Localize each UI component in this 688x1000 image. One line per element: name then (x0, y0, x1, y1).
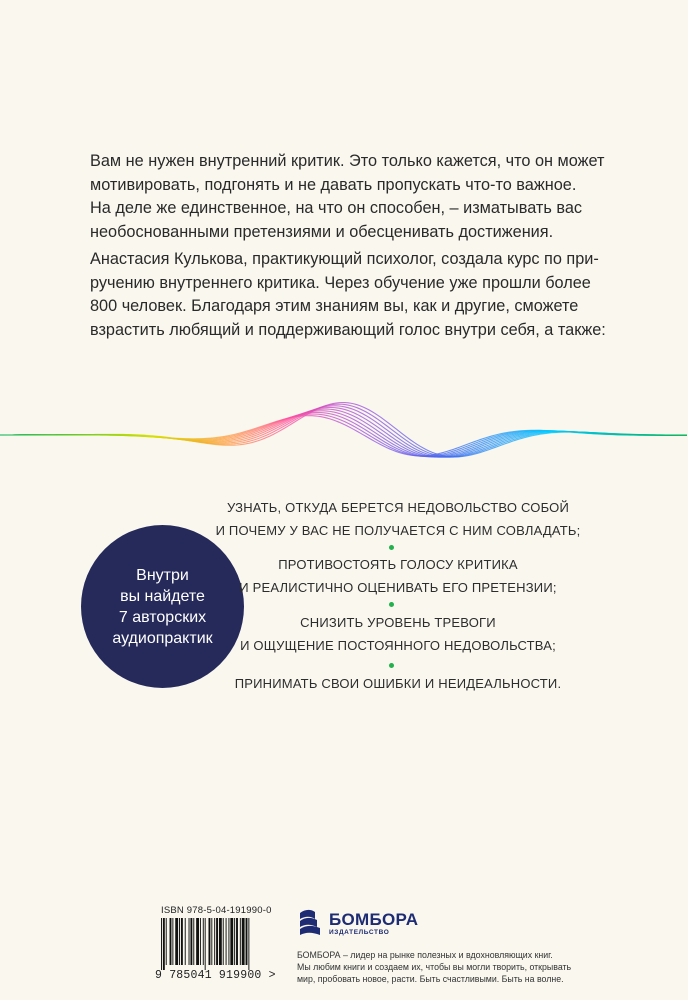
text-line: На деле же единственное, на что он способен, – изматывать вас (90, 199, 583, 217)
benefit-line: УЗНАТЬ, ОТКУДА БЕРЕТСЯ НЕДОВОЛЬСТВО СОБОЙ (226, 500, 570, 515)
bullet-dot (389, 545, 394, 550)
isbn-label: ISBN 978-5-04-191990-0 (161, 905, 272, 916)
barcode-bar (179, 918, 180, 965)
wave-lines (0, 403, 687, 458)
barcode-bar (214, 918, 215, 965)
description-line: мир, пробовать новое, расти. Быть счастливыми. Быть на волне. (297, 974, 564, 985)
barcode-bar (246, 918, 248, 965)
bullet-dot (389, 663, 394, 668)
benefit-line: И ОЩУЩЕНИЕ ПОСТОЯННОГО НЕДОВОЛЬСТВА; (240, 637, 556, 653)
publisher-logo (297, 905, 617, 941)
barcode-bar (209, 918, 211, 965)
benefit-line: И ПОЧЕМУ У ВАС НЕ ПОЛУЧАЕТСЯ С НИМ СОВЛАДАТЬ; (215, 522, 581, 538)
barcode-bar (181, 918, 183, 965)
barcode-bar (223, 918, 224, 965)
isbn-digits: 9 785041 919900 > (155, 969, 276, 982)
text-line: необоснованными претензиями и обесценивать достижения. (90, 222, 554, 241)
barcode-bar (190, 918, 192, 965)
text-line: мотивировать, подгонять и не давать пропускать что-то важное. (90, 175, 577, 194)
barcode-bar (242, 918, 245, 965)
barcode-bar (189, 918, 190, 965)
publisher-description (297, 949, 617, 986)
publisher-block (297, 905, 617, 986)
barcode-bar (226, 918, 227, 965)
barcode-bar (203, 918, 204, 965)
barcode-bar (228, 918, 229, 965)
benefit-item (118, 673, 678, 696)
text-line: Вам не нужен внутренний критик. Это только кажется, что он может (90, 152, 605, 170)
barcode-bar (219, 918, 222, 965)
barcode-bar (236, 918, 238, 965)
wave-strand (0, 403, 687, 457)
barcode-bar (216, 918, 218, 965)
text-line: Анастасия Кулькова, практикующий психолог, создала курс по при- (90, 250, 599, 268)
barcode-bar (163, 918, 165, 970)
isbn-barcode (155, 905, 287, 990)
intro-paragraph-2 (90, 248, 610, 342)
barcode-bar (234, 918, 235, 965)
publisher-name: БОМБОРА (329, 909, 419, 929)
benefit-line: СНИЗИТЬ УРОВЕНЬ ТРЕВОГИ (300, 615, 496, 630)
barcode-bar (170, 918, 172, 965)
intro-paragraph-1 (90, 150, 610, 244)
sound-wave-graphic (0, 380, 688, 490)
badge-line: Внутри (136, 566, 189, 584)
barcode-graphic (155, 918, 283, 970)
benefit-line: ПРИНИМАТЬ СВОИ ОШИБКИ И НЕИДЕАЛЬНОСТИ. (234, 676, 562, 691)
barcode-bar (193, 918, 194, 965)
description-line: Мы любим книги и создаем их, чтобы вы могли творить, открывать (297, 962, 572, 973)
benefit-line: И РЕАЛИСТИЧНО ОЦЕНИВАТЬ ЕГО ПРЕТЕНЗИИ; (239, 579, 557, 595)
benefit-item (118, 497, 678, 542)
barcode-bar (211, 918, 212, 965)
publisher-subtitle: ИЗДАТЕЛЬСТВО (329, 928, 390, 936)
book-wave-icon (297, 907, 323, 939)
text-line: взрастить любящий и поддерживающий голос внутри себя, а также: (90, 320, 606, 339)
text-line: ручению внутреннего критика. Через обучение уже прошли более (90, 273, 591, 292)
barcode-bar (172, 918, 173, 965)
benefit-item (118, 554, 678, 599)
text-line: 800 человек. Благодаря этим знаниям вы, как и другие, сможете (90, 297, 579, 315)
benefit-line: ПРОТИВОСТОЯТЬ ГОЛОСУ КРИТИКА (278, 557, 518, 572)
barcode-bar (240, 918, 241, 965)
badge-line: 7 авторских (118, 608, 207, 626)
badge-line: вы найдете (120, 587, 205, 605)
bullet-dot (389, 602, 394, 607)
barcode-bar (166, 918, 167, 965)
barcode-bar (161, 918, 162, 970)
barcode-bar (230, 918, 233, 965)
badge-line: аудиопрактик (112, 629, 213, 647)
barcode-bar (196, 918, 199, 965)
benefit-item (118, 612, 678, 657)
barcode-bar (175, 918, 178, 965)
wave-strand (0, 406, 687, 457)
audio-practices-badge (81, 525, 244, 688)
description-line: БОМБОРА – лидер на рынке полезных и вдохновляющих книг. (297, 950, 553, 960)
barcode-bar (248, 918, 249, 970)
barcode-bar (200, 918, 201, 965)
barcode-bar (205, 918, 206, 970)
barcode-bar (185, 918, 186, 965)
